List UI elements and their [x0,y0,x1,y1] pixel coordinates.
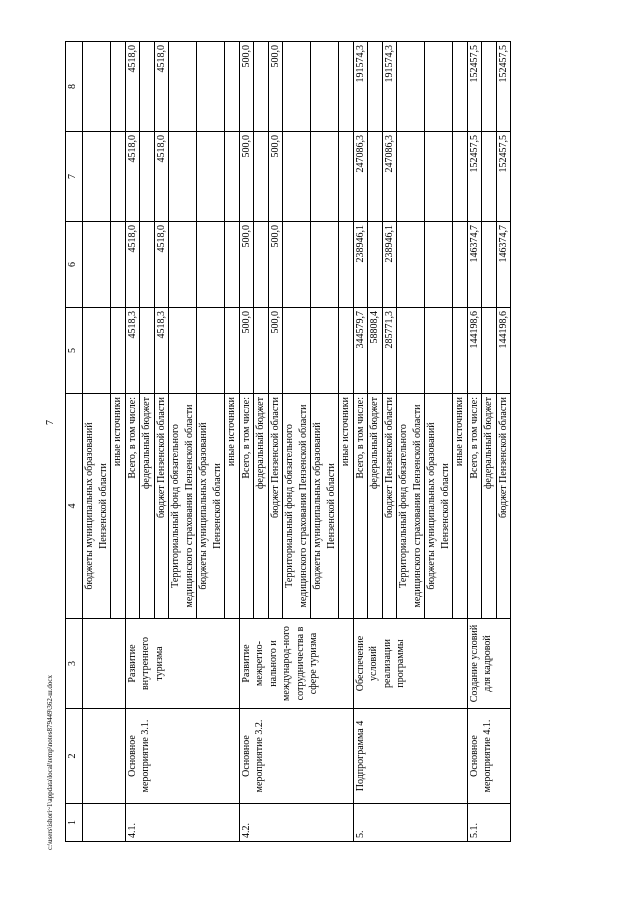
cell-value [397,308,425,394]
header-row [66,42,83,842]
cell-value [225,132,240,222]
cell-source: бюджет Пензенской области [154,394,169,619]
cell-value: 152457,5 [496,132,511,222]
header-cell-6: 6 [66,222,83,308]
cell-source: Всего, в том числе: [467,394,482,619]
cell-value [83,222,111,308]
header-cell-2: 2 [66,709,83,804]
header-cell-3: 3 [66,619,83,709]
cell-value: 344579,7 [353,308,368,394]
cell-value [140,308,155,394]
cell-value: 191574,3 [382,42,397,132]
cell-value [453,132,468,222]
cell-value [453,42,468,132]
cell-value [83,132,111,222]
cell-source: Территориальный фонд обязательного медицинского страхования Пензенской области [283,394,311,619]
cell-value [368,42,383,132]
cell-value: 4518,0 [125,132,140,222]
cell-value: 152457,5 [467,42,482,132]
cell-value [283,42,311,132]
cell-value [368,132,383,222]
cell-value [311,42,339,132]
cell-source: бюджет Пензенской области [496,394,511,619]
cell-value [311,222,339,308]
cell-source: Всего, в том числе: [125,394,140,619]
cell-value [111,132,126,222]
cell-value [83,42,111,132]
cell-value [368,222,383,308]
cell-title: Обеспечение условий реализации программы [353,619,467,709]
cell-num: 5.1. [467,804,511,842]
cell-value [311,308,339,394]
cell-source: бюджеты муниципальных образований Пензенской области [197,394,225,619]
cell-num: 4.2. [239,804,353,842]
cell-source: Всего, в том числе: [353,394,368,619]
cell-value: 285771,3 [382,308,397,394]
cell-value [453,222,468,308]
cell-value [425,308,453,394]
cell-source: иные источники [453,394,468,619]
header-cell-5: 5 [66,308,83,394]
cell-value: 144198,6 [496,308,511,394]
cell-title: Создание условий для кадровой [467,619,511,709]
cell-value [140,222,155,308]
cell-value [197,132,225,222]
cell-value [397,42,425,132]
cell-source: Территориальный фонд обязательного медицинского страхования Пензенской области [397,394,425,619]
cell-value: 146374,7 [496,222,511,308]
cell-num: 4.1. [125,804,239,842]
cell-value [111,222,126,308]
cell-value: 4518,0 [154,222,169,308]
cell-source: бюджеты муниципальных образований Пензенской области [425,394,453,619]
cell-name: Основное мероприятие 4.1. [467,709,511,804]
rotated-table-wrapper [65,42,585,842]
cell-value: 500,0 [268,42,283,132]
cell-value [339,308,354,394]
cell-value [339,132,354,222]
cell-value: 4518,0 [125,42,140,132]
cell-value: 4518,3 [154,308,169,394]
cell-value: 247086,3 [382,132,397,222]
cell-source: бюджеты муниципальных образований Пензенской области [311,394,339,619]
cell-value [111,308,126,394]
cell-value [225,42,240,132]
cell-value: 4518,3 [125,308,140,394]
cell-source: бюджеты муниципальных образований Пензенской области [83,394,111,619]
table-row [467,42,482,842]
cell-source: федеральный бюджет [254,394,269,619]
cell-value: 500,0 [268,222,283,308]
cell-source: бюджет Пензенской области [382,394,397,619]
cell-value [169,132,197,222]
cell-source: федеральный бюджет [140,394,155,619]
cell-num: 5. [353,804,467,842]
cell-value: 500,0 [268,308,283,394]
cell-value [425,132,453,222]
cell-value [453,308,468,394]
cell-value [339,42,354,132]
cell-value: 152457,5 [467,132,482,222]
cell-value [140,42,155,132]
cell-value [254,42,269,132]
header-cell-7: 7 [66,132,83,222]
cell-value: 238946,1 [353,222,368,308]
cell-value [283,132,311,222]
cell-source: Всего, в том числе: [239,394,254,619]
cell-value: 144198,6 [467,308,482,394]
cell-value [254,308,269,394]
budget-table [65,41,511,842]
footer-file-path: c:\users\ishori~1\appdata\local\temp\notes879449\362-ш.docx [46,674,54,850]
cell-value [482,308,497,394]
header-cell-8: 8 [66,42,83,132]
cell-value [225,308,240,394]
table-row [353,42,368,842]
cell-name: Основное мероприятие 3.1. [125,709,239,804]
cell-num [83,804,126,842]
cell-title: Развитие внутреннего туризма [125,619,239,709]
cell-value: 238946,1 [382,222,397,308]
cell-value [83,308,111,394]
header-cell-1: 1 [66,804,83,842]
cell-value: 58808,4 [368,308,383,394]
header-cell-4: 4 [66,394,83,619]
cell-value [339,222,354,308]
cell-value: 146374,7 [467,222,482,308]
cell-value [397,132,425,222]
cell-name: Основное мероприятие 3.2. [239,709,353,804]
cell-source: федеральный бюджет [368,394,383,619]
cell-source: федеральный бюджет [482,394,497,619]
cell-name: Подпрограмма 4 [353,709,467,804]
cell-source: иные источники [225,394,240,619]
cell-source: иные источники [339,394,354,619]
table-row [239,42,254,842]
cell-value [482,132,497,222]
cell-source: Территориальный фонд обязательного медицинского страхования Пензенской области [169,394,197,619]
cell-value: 4518,0 [154,42,169,132]
cell-value [140,132,155,222]
cell-value: 500,0 [239,42,254,132]
cell-value [283,222,311,308]
page-number: 7 [45,420,56,425]
cell-value [197,308,225,394]
cell-value [254,132,269,222]
cell-name [83,709,126,804]
cell-value: 152457,5 [496,42,511,132]
cell-value [425,222,453,308]
cell-value: 4518,0 [125,222,140,308]
cell-title [83,619,126,709]
cell-value [111,42,126,132]
cell-value [482,222,497,308]
cell-value [254,222,269,308]
cell-source: иные источники [111,394,126,619]
cell-value [169,42,197,132]
cell-value [425,42,453,132]
cell-value [397,222,425,308]
cell-value [311,132,339,222]
cell-value: 500,0 [268,132,283,222]
table-row [125,42,140,842]
cell-value [169,308,197,394]
cell-value [197,222,225,308]
cell-value: 247086,3 [353,132,368,222]
cell-value: 4518,0 [154,132,169,222]
cell-value [225,222,240,308]
cell-value [482,42,497,132]
cell-title: Развитие межрегио-нального и международ-ного сотрудничества в сфере туризма [239,619,353,709]
cell-value [197,42,225,132]
cell-value [169,222,197,308]
cell-value: 500,0 [239,308,254,394]
table-row [83,42,111,842]
cell-value: 191574,3 [353,42,368,132]
cell-value: 500,0 [239,222,254,308]
cell-value: 500,0 [239,132,254,222]
cell-source: бюджет Пензенской области [268,394,283,619]
cell-value [283,308,311,394]
